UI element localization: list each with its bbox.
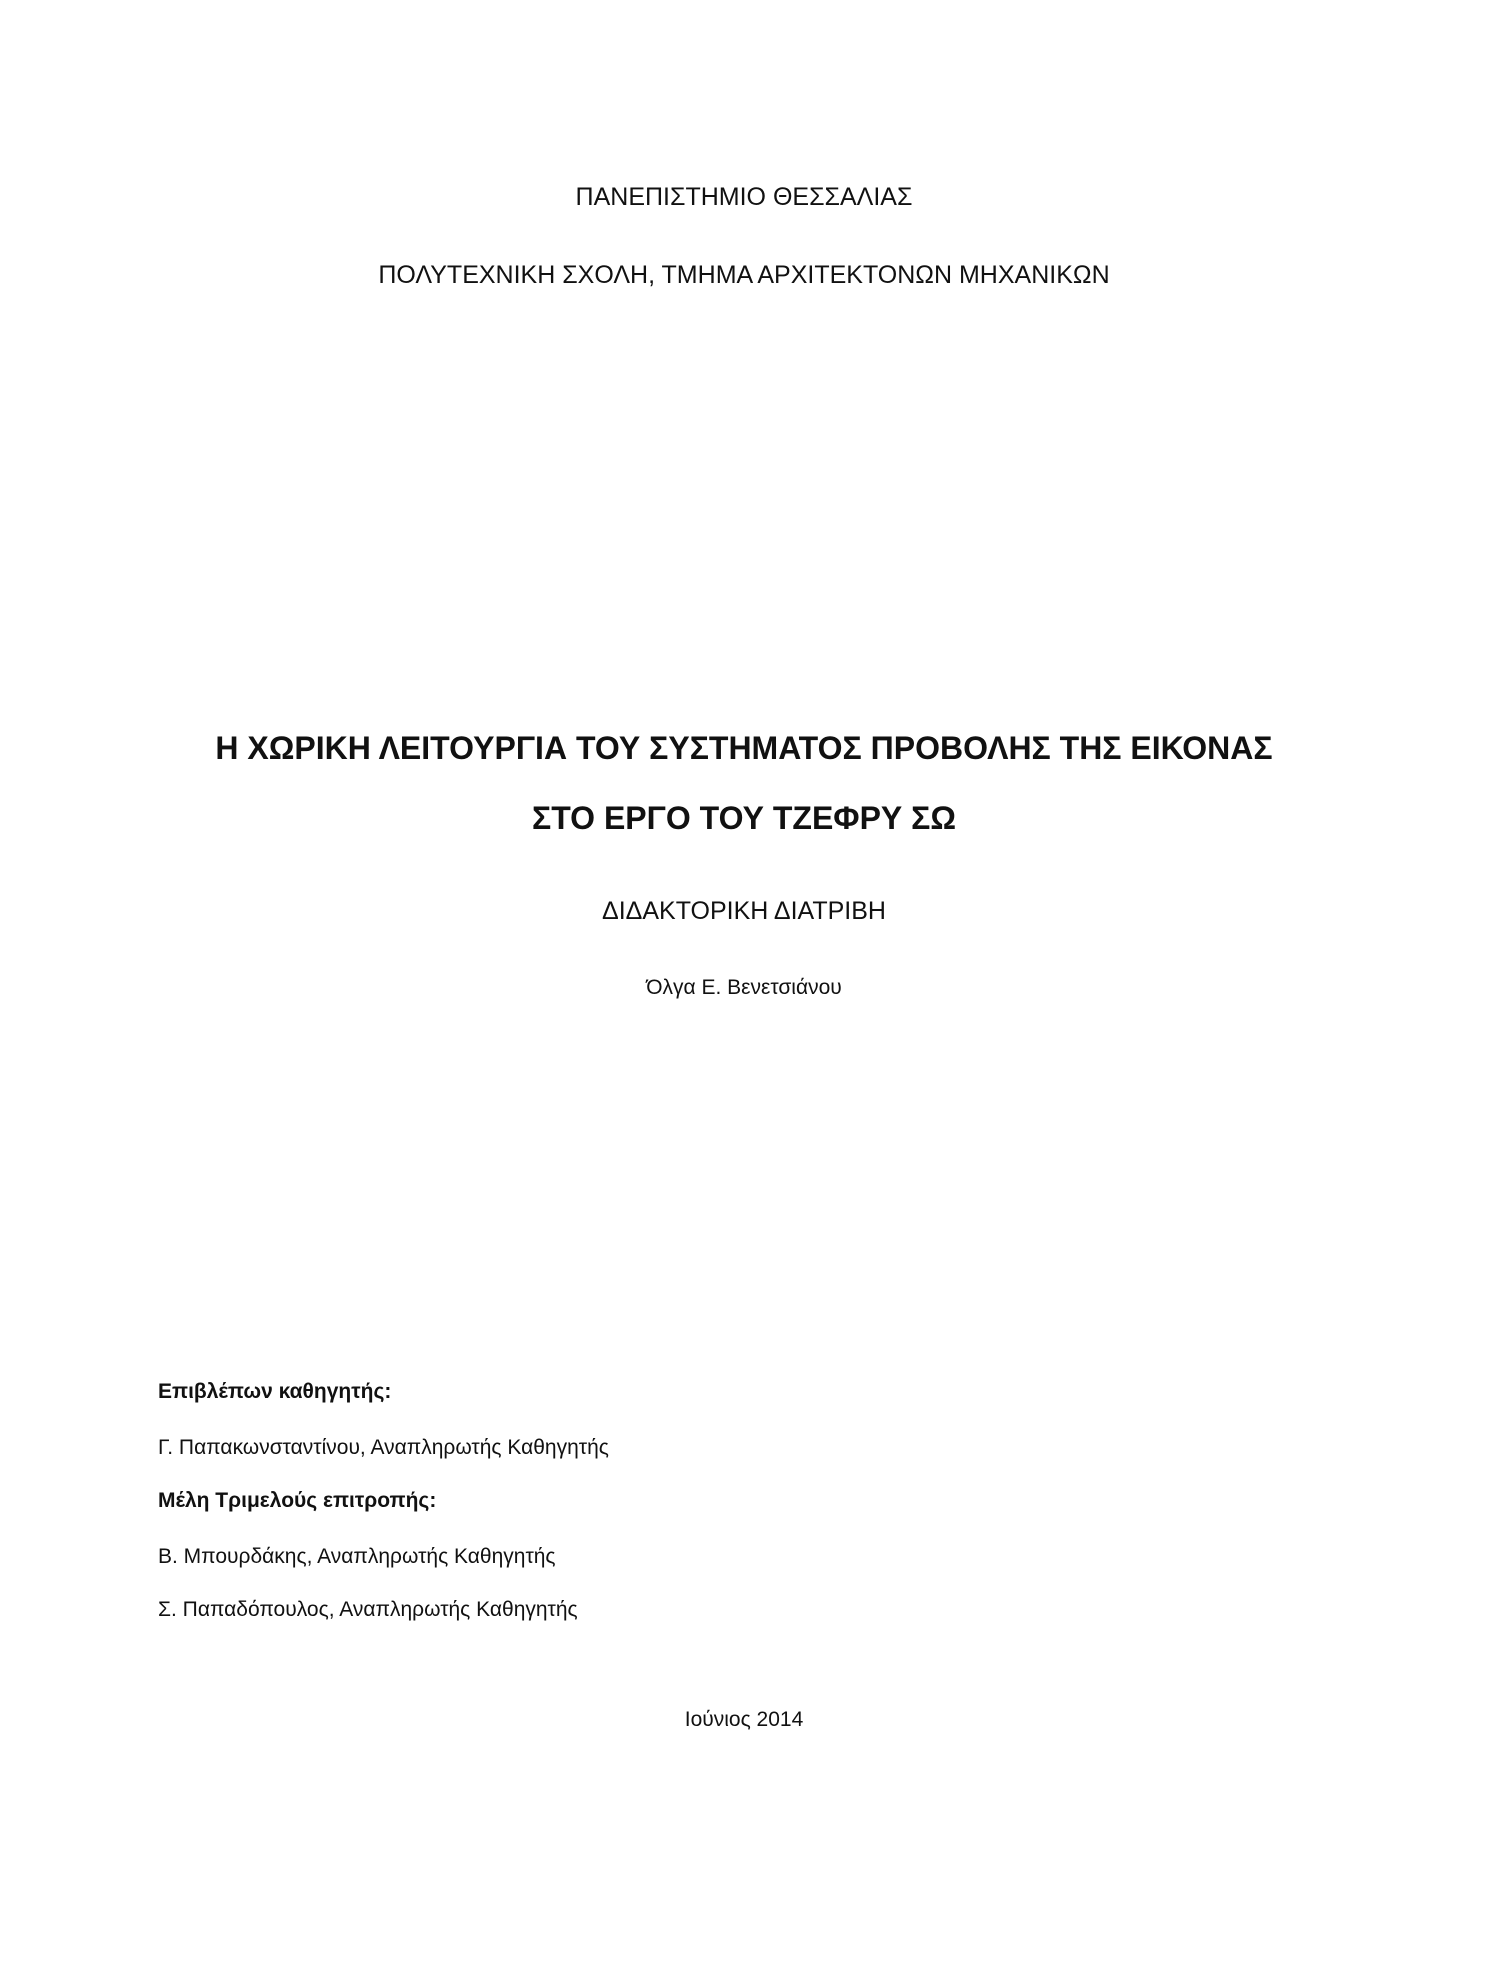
supervisor-name: Γ. Παπακωνσταντίνου, Αναπληρωτής Καθηγητής: [158, 1436, 609, 1459]
supervisor-label: Επιβλέπων καθηγητής:: [158, 1380, 392, 1403]
thesis-title-line-1: Η ΧΩΡΙΚΗ ΛΕΙΤΟΥΡΓΙΑ ΤΟΥ ΣΥΣΤΗΜΑΤΟΣ ΠΡΟΒΟΛΗΣ ΤΗΣ ΕΙΚΟΝΑΣ: [215, 730, 1273, 766]
thesis-type: ΔΙΔΑΚΤΟΡΙΚΗ ΔΙΑΤΡΙΒΗ: [602, 897, 886, 925]
university-name: ΠΑΝΕΠΙΣΤΗΜΙΟ ΘΕΣΣΑΛΙΑΣ: [575, 183, 913, 211]
thesis-title-line-2: ΣΤΟ ΕΡΓΟ ΤΟΥ ΤΖΕΦΡΥ ΣΩ: [532, 800, 956, 836]
author-name: Όλγα Ε. Βενετσιάνου: [646, 976, 842, 999]
committee-member: Β. Μπουρδάκης, Αναπληρωτής Καθηγητής: [158, 1545, 556, 1568]
date: Ιούνιος 2014: [684, 1708, 804, 1731]
committee-label: Μέλη Τριμελούς επιτροπής:: [158, 1489, 437, 1512]
school-name: ΠΟΛΥΤΕΧΝΙΚΗ ΣΧΟΛΗ, ΤΜΗΜΑ ΑΡΧΙΤΕΚΤΟΝΩΝ ΜΗΧΑΝΙΚΩΝ: [378, 261, 1110, 289]
committee-member: Σ. Παπαδόπουλος, Αναπληρωτής Καθηγητής: [158, 1598, 578, 1621]
